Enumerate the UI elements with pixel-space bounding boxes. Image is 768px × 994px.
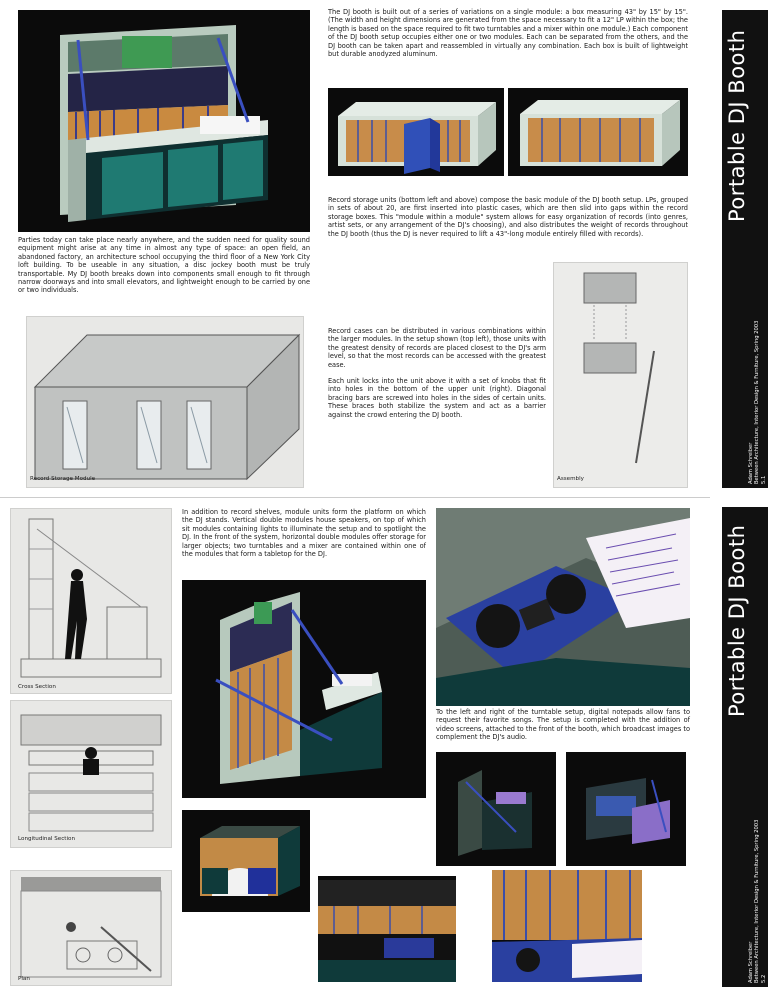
- booth-render-perspective: [182, 580, 426, 798]
- lock-text: Each unit locks into the unit above it with a set of knobs that fit into holes in the bottom of the upper unit (right). Diagonal bracing bars are screwed into holes in the sides of certain units. These braces both stabilize the system and act as a barrier against the crowd entering the DJ booth.: [328, 377, 546, 419]
- module-paragraph: The DJ booth is built out of a series of variations on a single module: a box measuring 43" by 15" by 15". (The width and height dimensions are generated from the space necessary to fit a 12" LP within the box; the length is based on the space required to fit two turntables and a mixer within one module.) Each component of the DJ booth setup occupies either one or two modules. Each can be separated from the others, and the DJ booth can be taken apart and reassembled in virtually any combination. Each box is built of lightweight but durable anodyzed aluminum.: [328, 8, 688, 59]
- sheet2-course: Between Architecture, Interior Design & Furniture, Spring 2003: [754, 819, 761, 983]
- sheet2-author: Adam Schreiber: [748, 941, 754, 983]
- caption-longitudinal-section: Longitudinal Section: [18, 836, 76, 842]
- intro-paragraph: Parties today can take place nearly anywhere, and the sudden need for quality sound equipment might arise at any time in almost any type of space: an open field, an abandoned factory, an architecture school occupying the third floor of a New York City loft building. To be useable in any situation, a disc jockey booth must be truly transportable. My DJ booth breaks down into components small enough to fit through narrow doorways and into small elevators, and lightweight enough to be carried by one or two individuals.: [18, 236, 310, 295]
- booth-render-top-left: [436, 752, 556, 866]
- sheet1-credit: [748, 321, 767, 484]
- booth-render-hero: [18, 10, 310, 232]
- booth-render-closeup-wood: [492, 870, 642, 982]
- cases-text: Record cases can be distributed in various combinations within the larger modules. In the setup shown (top left), those units with the greatest density of records are placed closest to the DJ's arm level, so that the most records can be accessed with the greatest ease.: [328, 327, 546, 369]
- sheet1-sidebar: [722, 10, 768, 488]
- booth-render-front-side: [182, 810, 310, 912]
- sheet1-course: Between Architecture, Interior Design & Furniture, Spring 2003: [754, 320, 761, 484]
- sheet1-title: Portable DJ Booth: [725, 29, 749, 222]
- sheet1-author: Adam Schreiber: [748, 442, 754, 484]
- caption-record-storage-module: Record Storage Module: [30, 476, 96, 482]
- booth-render-front-wide: [318, 876, 456, 982]
- cross-section-drawing: [10, 508, 172, 694]
- caption-assembly: Assembly: [557, 476, 584, 482]
- storage-paragraph: Record storage units (bottom left and above) compose the basic module of the DJ booth setup. LPs, grouped in sets of about 20, are first inserted into plastic cases, which are then slid into gaps within the record storage boxes. This "module within a module" system allows for easy organization of records (into genres, artist sets, or any arrangement of the DJ's choosing), and also distributes the weight of records throughout the DJ booth (thus the DJ is never required to lift a 43"-long module entirely filled with records).: [328, 196, 688, 238]
- turntable-closeup-render: [436, 508, 690, 706]
- sheet1-page-number: 5.1: [760, 475, 767, 484]
- sheet2-credit: [748, 820, 767, 983]
- plan-drawing: [10, 870, 172, 986]
- storage-render-closed: [508, 88, 688, 176]
- assembly-drawing: [553, 262, 688, 488]
- cases-paragraph: [328, 327, 546, 427]
- sheet2-title: Portable DJ Booth: [725, 524, 749, 717]
- notepad-paragraph: To the left and right of the turntable setup, digital notepads allow fans to request their favorite songs. The setup is completed with the addition of video screens, attached to the front of the booth, which broadcast images to complement the DJ's audio.: [436, 708, 690, 742]
- platform-paragraph: In addition to record shelves, module units form the platform on which the DJ stands. Vertical double modules house speakers, on top of which sit modules containing lights to illuminate the setup and to spotlight the DJ. In the front of the system, horizontal double modules offer storage for larger objects; two turntables and a mixer are contained within one of the modules that form a tabletop for the DJ.: [182, 508, 426, 559]
- longitudinal-section-drawing: [10, 700, 172, 848]
- sheet2-page-number: 5.2: [760, 974, 767, 983]
- record-storage-module-drawing: [26, 316, 304, 488]
- caption-cross-section: Cross Section: [18, 684, 56, 690]
- booth-render-top-right: [566, 752, 686, 866]
- storage-render-open: [328, 88, 504, 176]
- caption-plan: Plan: [18, 976, 30, 982]
- sheet-divider: [0, 497, 710, 498]
- sheet2-sidebar: [722, 507, 768, 987]
